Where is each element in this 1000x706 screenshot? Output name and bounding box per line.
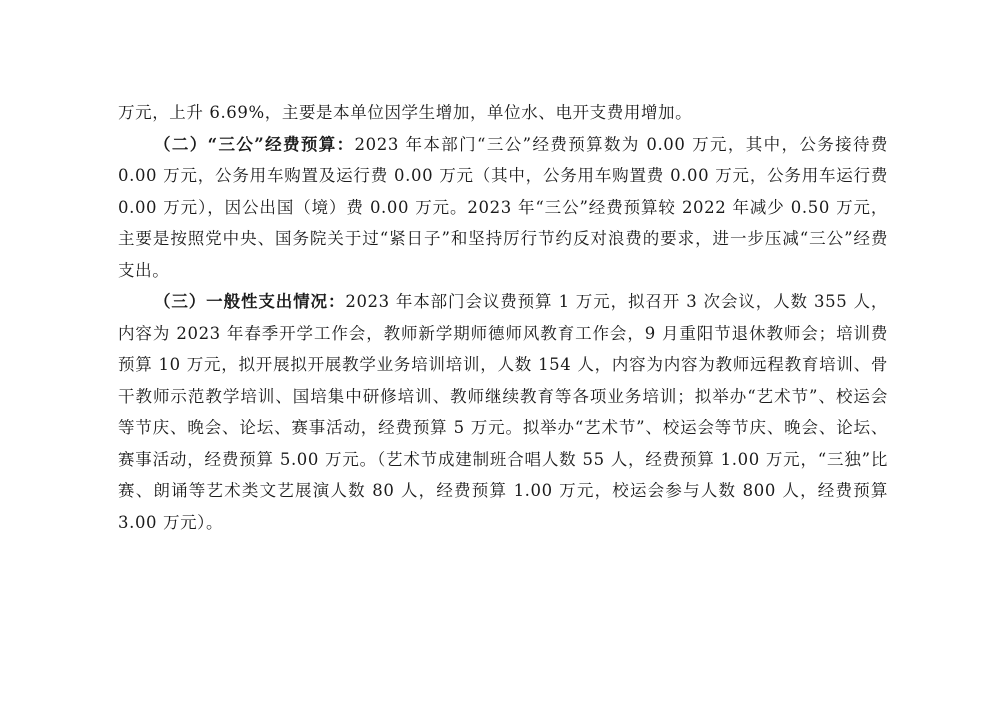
paragraph-three-public-budget [118, 129, 888, 287]
section-heading-general-expenditure: （三）一般性支出情况： [154, 292, 346, 311]
paragraph-text: 2023 年本部门会议费预算 1 万元，拟召开 3 次会议，人数 355 人，内容为 2023 年春季开学工作会，教师新学期师德师风教育工作会，9 月重阳节退休教师会；培训费预算 10 万元，拟开展拟开展教学业务培训培训，人数 154 人，内容为内容为教师远程教育培训、骨干教师示范教学培训、国培集中研修培训、教师继续教育等各项业务培训；拟举办“艺术节”、校运会等节庆、晚会、论坛、赛事活动，经费预算 5 万元。拟举办“艺术节”、校运会等节庆、晚会、论坛、赛事活动，经费预算 5.00 万元。（艺术节成建制班合唱人数 55 人，经费预算 1.00 万元，“三独”比赛、朗诵等艺术类文艺展演人数 80 人，经费预算 1.00 万元，校运会参与人数 800 人，经费预算 3.00 万元）。 [118, 292, 888, 532]
section-heading-three-public: （二）“三公”经费预算： [154, 134, 355, 154]
document-page [118, 97, 888, 538]
paragraph-general-expenditure [118, 286, 888, 538]
paragraph-text: 万元，上升 6.69%，主要是本单位因学生增加，单位水、电开支费用增加。 [118, 103, 693, 122]
paragraph-continuation [118, 97, 888, 129]
paragraph-text: 2023 年本部门“三公”经费预算数为 0.00 万元，其中，公务接待费 0.00 万元，公务用车购置及运行费 0.00 万元（其中，公务用车购置费 0.00 万元，公务用车运行费 0.00 万元），因公出国（境）费 0.00 万元。2023 年“三公”经费预算较 2022 年减少 0.50 万元，主要是按照党中央、国务院关于过“紧日子”和坚持厉行节约反对浪费的要求，进一步压减“三公”经费支出。 [118, 134, 888, 280]
